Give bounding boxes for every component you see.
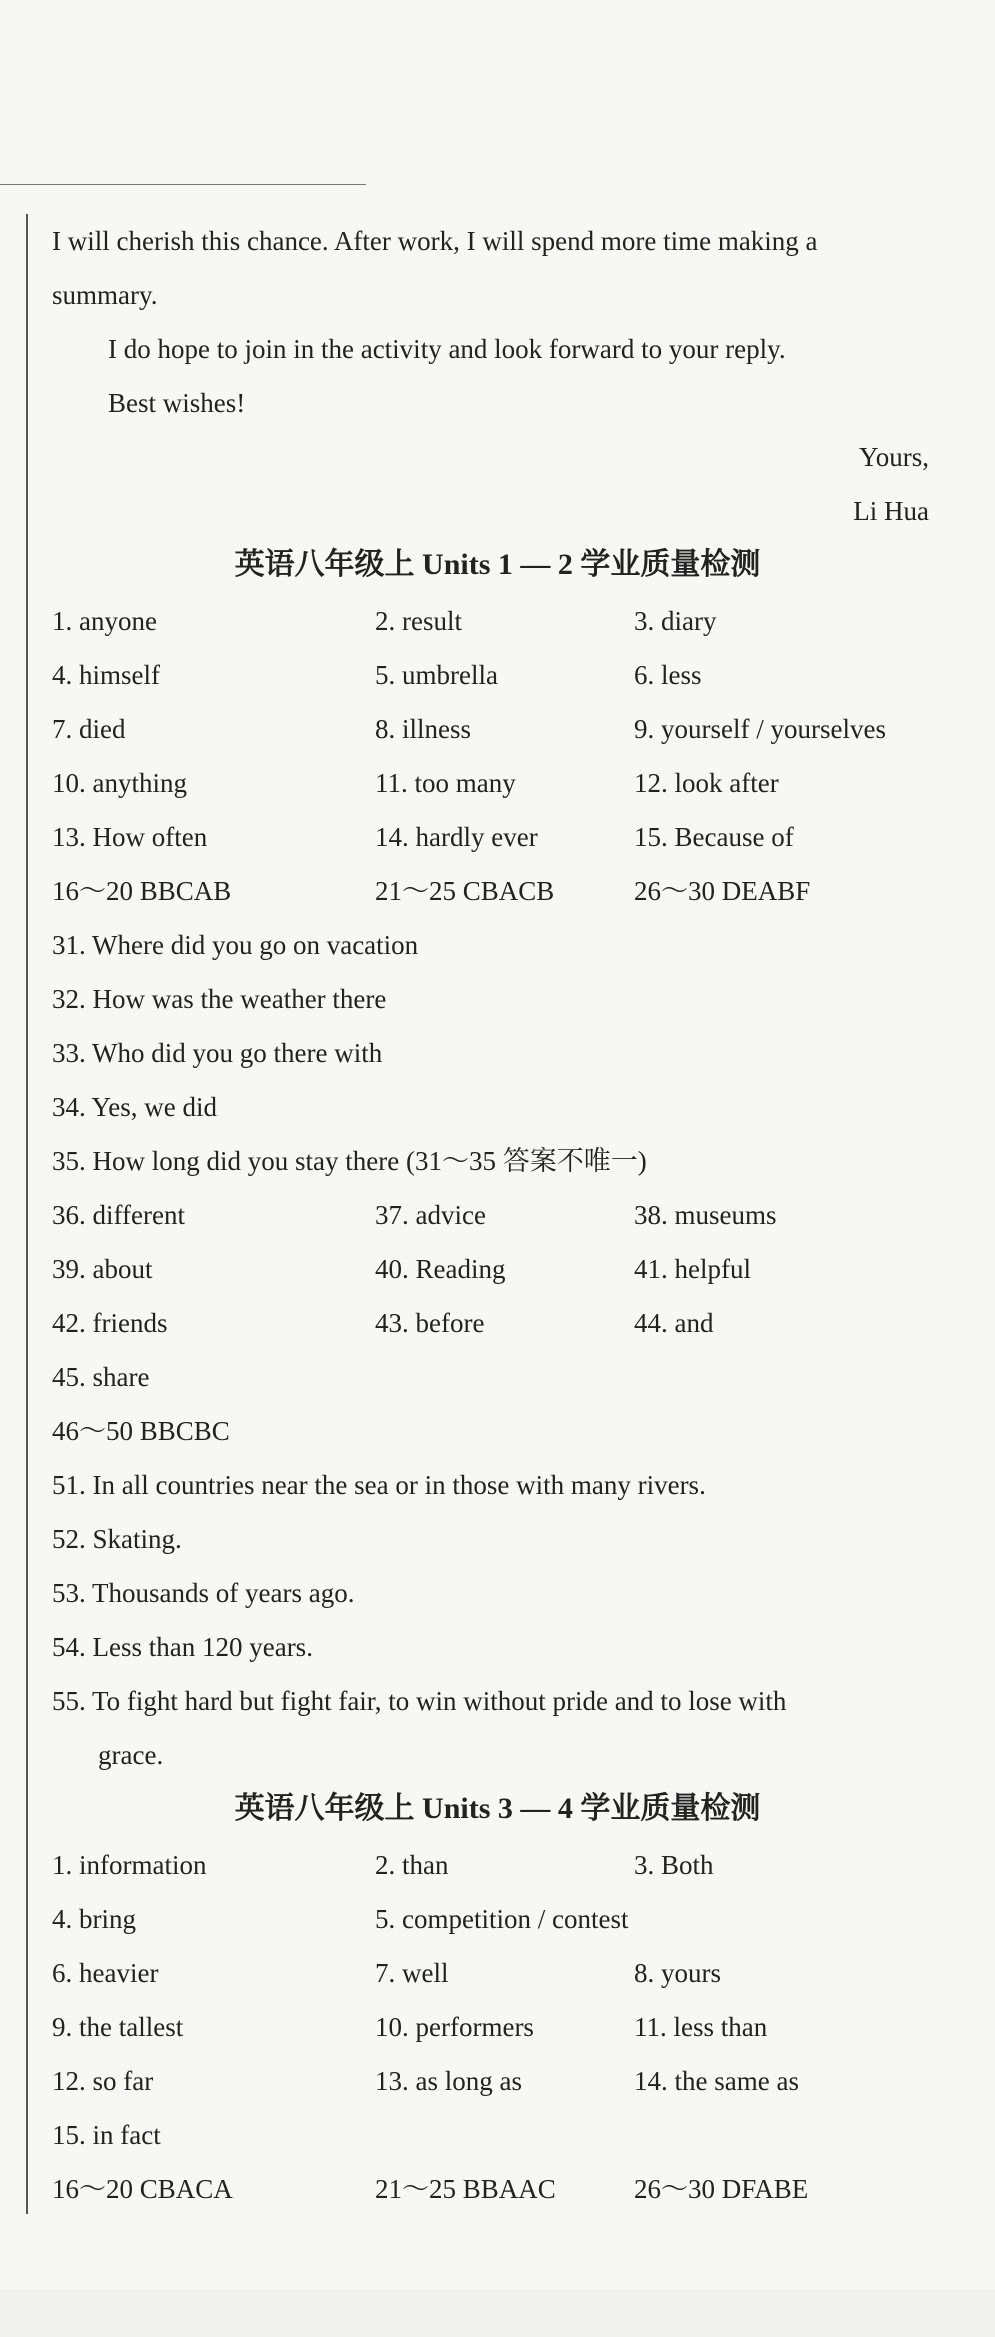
answer-item: 9. the tallest	[52, 2012, 184, 2042]
answer-line: 53. Thousands of years ago.	[52, 1578, 355, 1608]
answer-item: 43. before	[375, 1308, 485, 1338]
answer-item: 12. look after	[634, 768, 779, 798]
answer-line: 33. Who did you go there with	[52, 1038, 383, 1068]
answer-item: 4. bring	[52, 1904, 136, 1934]
answer-row	[0, 1251, 995, 1287]
answer-item: 12. so far	[52, 2066, 154, 2096]
answer-item: 16～20 BBCAB	[52, 876, 232, 906]
answer-item: 36. different	[52, 1200, 185, 1230]
answer-row	[0, 2171, 995, 2207]
letter-line: I will cherish this chance. After work, I will spend more time making a	[52, 226, 818, 256]
answer-item: 13. as long as	[375, 2066, 522, 2096]
answer-item: 6. heavier	[52, 1958, 159, 1988]
answer-row	[0, 1197, 995, 1233]
answer-item: 4. himself	[52, 660, 160, 690]
answer-row	[0, 657, 995, 693]
answer-row	[0, 711, 995, 747]
answer-item: 44. and	[634, 1308, 714, 1338]
answer-row	[0, 1847, 995, 1883]
letter-greeting: Best wishes!	[108, 388, 246, 418]
answer-row	[0, 2063, 995, 2099]
answer-item: 10. anything	[52, 768, 187, 798]
answer-item: 42. friends	[52, 1308, 168, 1338]
answer-row	[0, 1305, 995, 1341]
section-title-units-1-2: 英语八年级上 Units 1 — 2 学业质量检测	[234, 548, 761, 581]
answer-item: 11. too many	[375, 768, 516, 798]
answer-item: 7. well	[375, 1958, 449, 1988]
bottom-margin	[0, 2290, 995, 2337]
answer-item: 11. less than	[634, 2012, 768, 2042]
answer-item: 38. museums	[634, 1200, 777, 1230]
answer-line: 55. To fight hard but fight fair, to win without pride and to lose with	[52, 1686, 787, 1716]
answer-item: 21～25 BBAAC	[375, 2174, 556, 2204]
answer-item: 8. illness	[375, 714, 472, 744]
answer-item: 21～25 CBACB	[375, 876, 555, 906]
answer-line: 46～50 BBCBC	[52, 1416, 230, 1446]
answer-line: 15. in fact	[52, 2120, 161, 2150]
answer-line: 52. Skating.	[52, 1524, 182, 1554]
answer-row	[0, 1955, 995, 1991]
answer-item: 9. yourself / yourselves	[634, 714, 886, 744]
answer-row	[0, 819, 995, 855]
answer-item: 39. about	[52, 1254, 153, 1284]
letter-signature: Li Hua	[853, 496, 929, 526]
answer-item: 14. the same as	[634, 2066, 799, 2096]
answer-item: 16～20 CBACA	[52, 2174, 233, 2204]
answer-row	[0, 2009, 995, 2045]
answer-line: 31. Where did you go on vacation	[52, 930, 419, 960]
answer-item: 7. died	[52, 714, 126, 744]
answer-line: 34. Yes, we did	[52, 1092, 218, 1122]
answer-item: 26～30 DEABF	[634, 876, 811, 906]
answer-row	[0, 873, 995, 909]
letter-line: I do hope to join in the activity and look forward to your reply.	[108, 334, 786, 364]
answer-item: 5. competition / contest	[375, 1904, 629, 1934]
letter-closing: Yours,	[858, 442, 929, 472]
answer-item: 5. umbrella	[375, 660, 498, 690]
answer-item: 40. Reading	[375, 1254, 506, 1284]
answer-item: 1. information	[52, 1850, 207, 1880]
answer-item: 8. yours	[634, 1958, 721, 1988]
answer-item: 26～30 DFABE	[634, 2174, 809, 2204]
answer-line: 35. How long did you stay there (31～35 答案不唯一)	[52, 1146, 647, 1176]
answer-item: 6. less	[634, 660, 702, 690]
answer-item: 2. than	[375, 1850, 449, 1880]
letter-line: summary.	[52, 280, 158, 310]
section-title-units-3-4: 英语八年级上 Units 3 — 4 学业质量检测	[234, 1792, 761, 1825]
answer-item: 3. diary	[634, 606, 717, 636]
answer-item: 1. anyone	[52, 606, 157, 636]
answer-item: 2. result	[375, 606, 462, 636]
answer-item: 41. helpful	[634, 1254, 751, 1284]
answer-item: 15. Because of	[634, 822, 794, 852]
answer-line: 45. share	[52, 1362, 150, 1392]
top-divider	[0, 184, 366, 185]
answer-item: 14. hardly ever	[375, 822, 538, 852]
answer-line: 51. In all countries near the sea or in those with many rivers.	[52, 1470, 706, 1500]
answer-item: 37. advice	[375, 1200, 486, 1230]
answer-row	[0, 765, 995, 801]
answer-line: 54. Less than 120 years.	[52, 1632, 313, 1662]
answer-item: 3. Both	[634, 1850, 714, 1880]
answer-row	[0, 1901, 995, 1937]
answer-item: 10. performers	[375, 2012, 534, 2042]
answer-item: 13. How often	[52, 822, 208, 852]
answer-line: 32. How was the weather there	[52, 984, 387, 1014]
answer-row	[0, 603, 995, 639]
answer-line-continuation: grace.	[98, 1740, 164, 1770]
